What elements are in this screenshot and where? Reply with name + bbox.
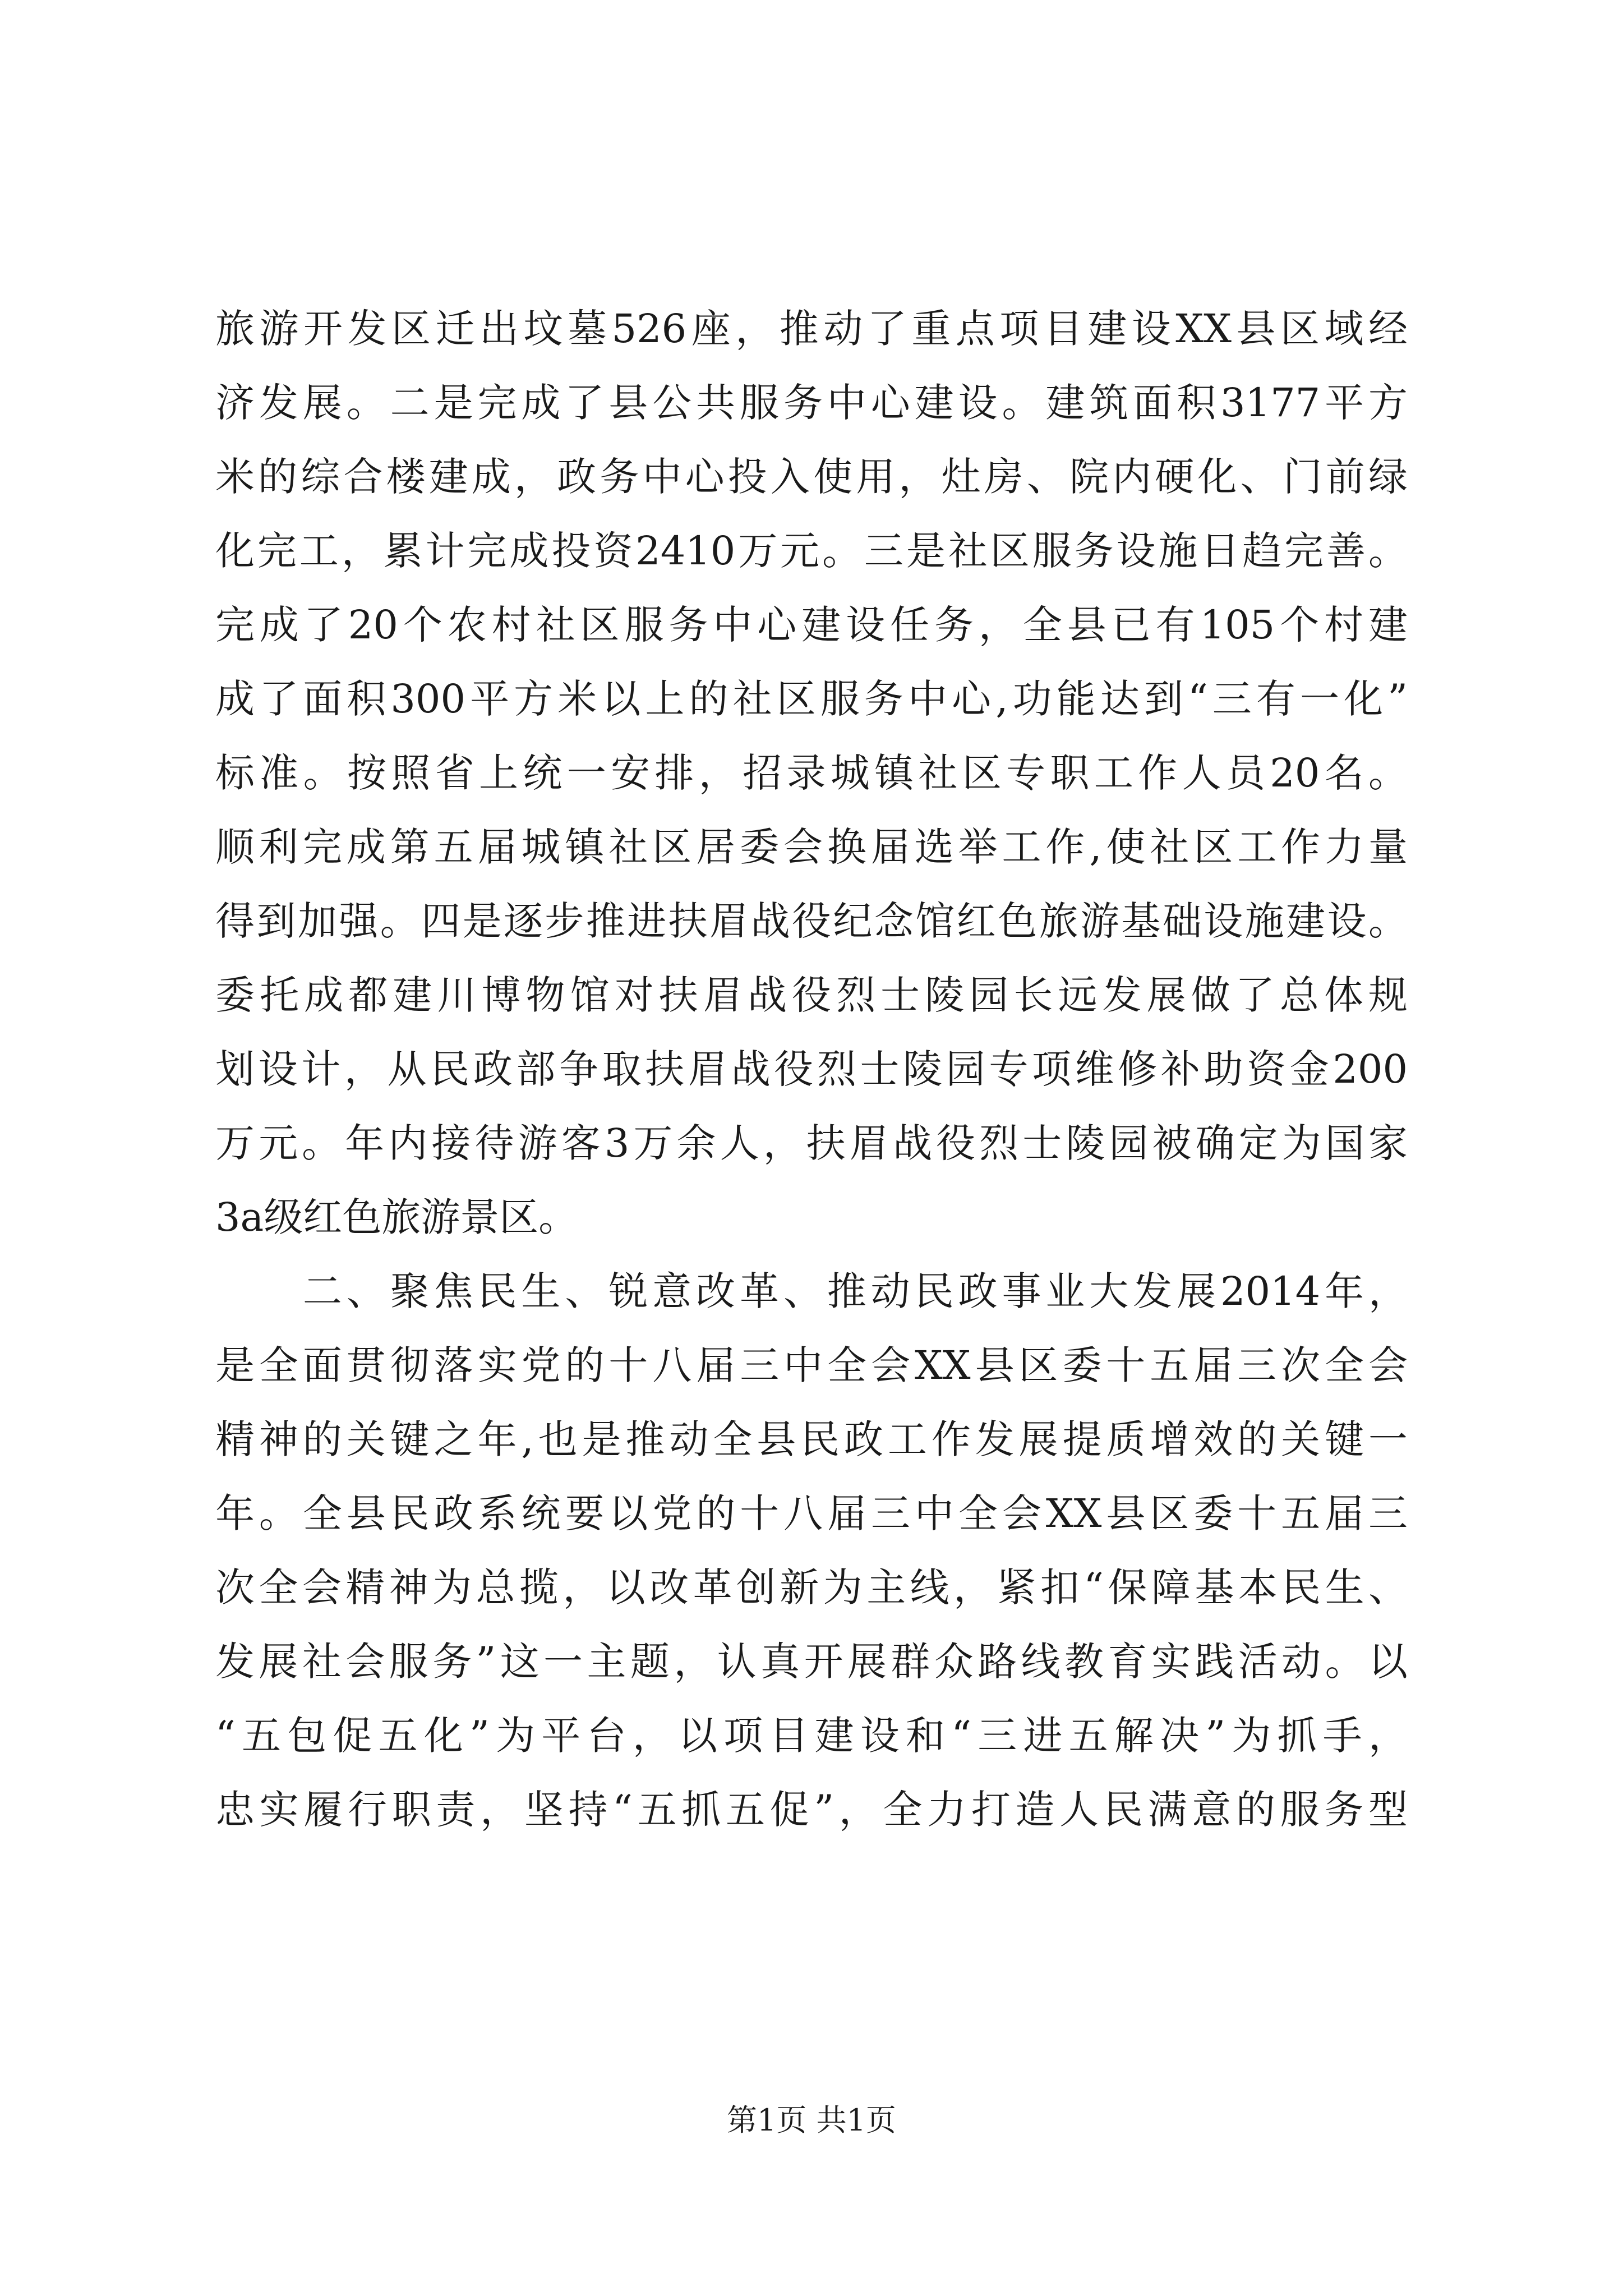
text-line-paragraph-start: 二、聚焦民生、锐意改革、推动民政事业大发展2014年，	[215, 1268, 1408, 1314]
text-line: 顺利完成第五届城镇社区居委会换届选举工作,使社区工作力量	[215, 824, 1408, 870]
text-line: 忠实履行职责，坚持“五抓五促”，全力打造人民满意的服务型	[215, 1787, 1408, 1833]
text-line: 旅游开发区迁出坟墓526座，推动了重点项目建设XX县区域经	[215, 306, 1408, 352]
page-footer: 第1页 共1页	[727, 2102, 896, 2138]
text-line-paragraph-end: 3a级红色旅游景区。	[215, 1194, 578, 1240]
text-line: 年。全县民政系统要以党的十八届三中全会XX县区委十五届三	[215, 1490, 1408, 1536]
text-line: 标准。按照省上统一安排，招录城镇社区专职工作人员20名。	[215, 750, 1408, 796]
text-line: 万元。年内接待游客3万余人，扶眉战役烈士陵园被确定为国家	[215, 1120, 1408, 1166]
text-line: 是全面贯彻落实党的十八届三中全会XX县区委十五届三次全会	[215, 1342, 1408, 1388]
text-line: 济发展。二是完成了县公共服务中心建设。建筑面积3177平方	[215, 380, 1408, 426]
text-line: 划设计，从民政部争取扶眉战役烈士陵园专项维修补助资金200	[215, 1046, 1408, 1092]
text-line: 次全会精神为总揽，以改革创新为主线，紧扣“保障基本民生、	[215, 1565, 1408, 1611]
text-line: 成了面积300平方米以上的社区服务中心,功能达到“三有一化”	[215, 676, 1408, 722]
text-line: 委托成都建川博物馆对扶眉战役烈士陵园长远发展做了总体规	[215, 972, 1408, 1018]
document-body	[215, 292, 1408, 1847]
text-line: 完成了20个农村社区服务中心建设任务，全县已有105个村建	[215, 602, 1408, 648]
text-line: 米的综合楼建成，政务中心投入使用，灶房、院内硬化、门前绿	[215, 454, 1408, 500]
text-line: 化完工，累计完成投资2410万元。三是社区服务设施日趋完善。	[215, 528, 1408, 574]
text-line: “五包促五化”为平台，以项目建设和“三进五解决”为抓手，	[215, 1713, 1408, 1759]
text-line: 得到加强。四是逐步推进扶眉战役纪念馆红色旅游基础设施建设。	[215, 898, 1408, 944]
text-line: 发展社会服务”这一主题，认真开展群众路线教育实践活动。以	[215, 1639, 1408, 1685]
text-line: 精神的关键之年,也是推动全县民政工作发展提质增效的关键一	[215, 1416, 1408, 1462]
